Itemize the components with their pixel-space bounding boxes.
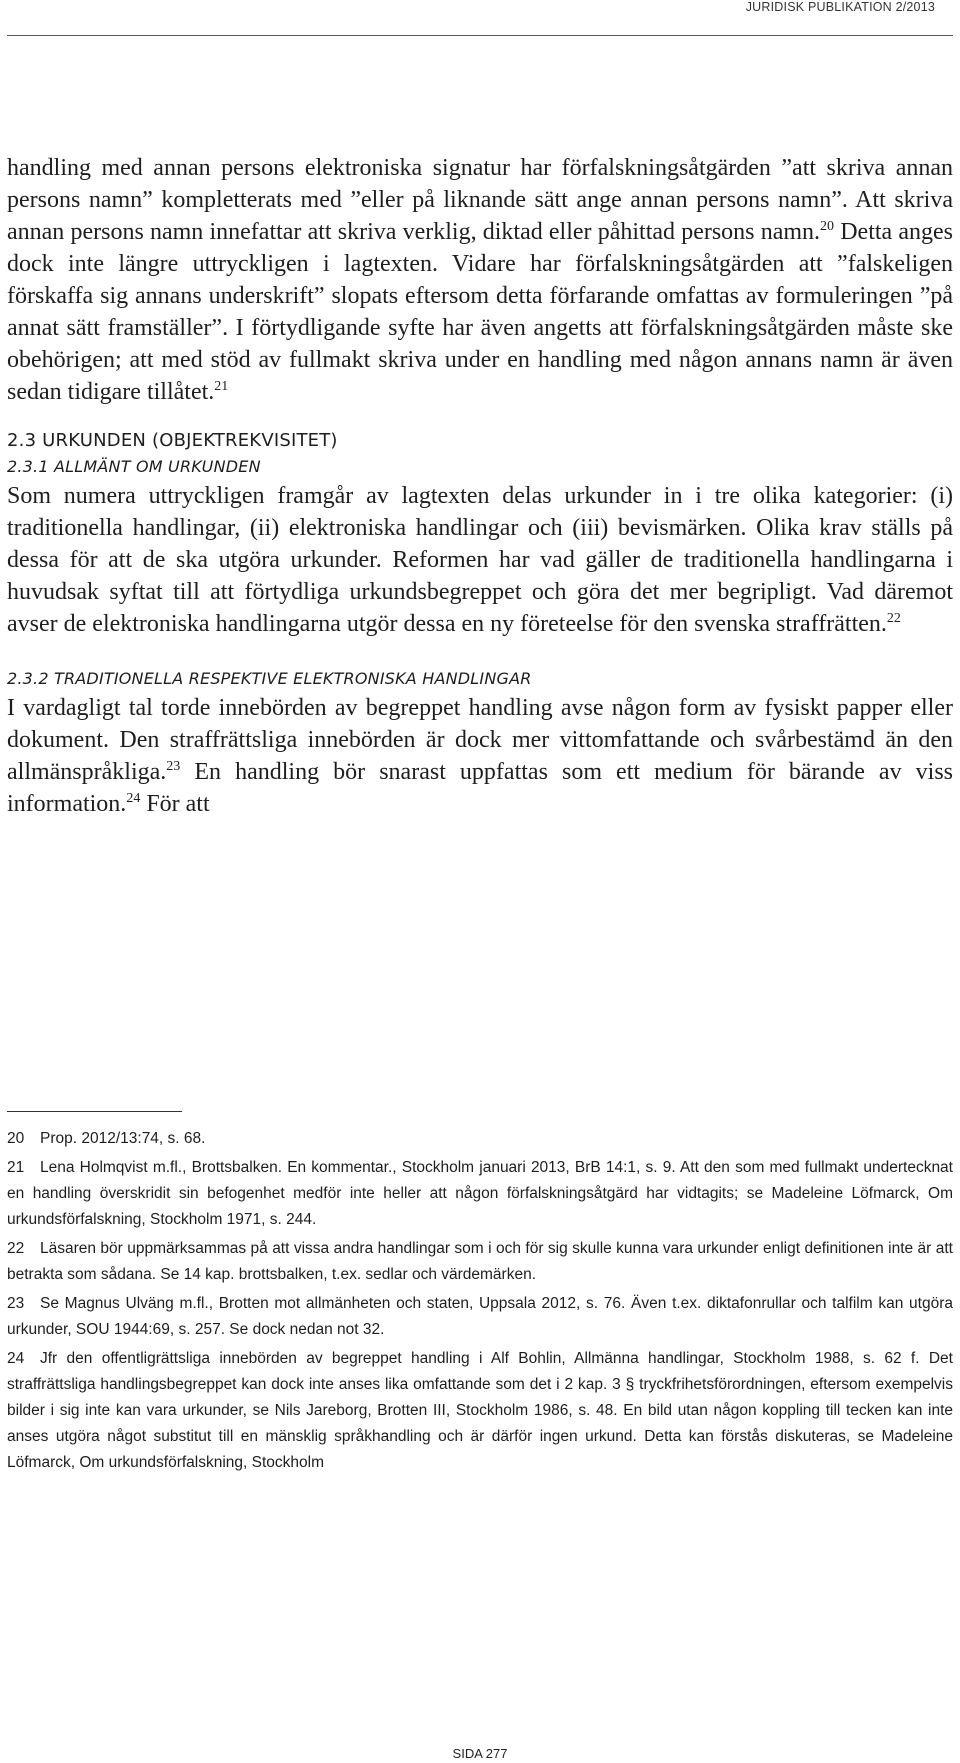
footnote-23 — [7, 1291, 953, 1343]
header-rule — [7, 35, 953, 36]
footnote-20 — [7, 1126, 953, 1152]
footnote-text: Se Magnus Ulväng m.fl., Brotten mot allmänheten och staten, Uppsala 2012, s. 76. Även t.ex. diktafonrullar och talfilm kan utgöra urkunder, SOU 1944:69, s. 257. Se dock nedan not 32. — [7, 1295, 953, 1338]
subsection-heading-1: 2.3.1 ALLMÄNT OM URKUNDEN — [7, 457, 261, 476]
page-number: SIDA 277 — [452, 1746, 508, 1761]
paragraph-text: För att — [140, 791, 210, 817]
footnote-separator — [7, 1111, 182, 1112]
paragraph-text: Som numera uttryckligen framgår av lagtexten delas urkunder in i tre olika kategorier: (i) traditionella handlingar, (ii) elektroniska handlingar och (iii) bevismärken. Olika krav ställs på dessa för att de ska utgöra urkunder. Reformen har vad gäller de traditionella handlingarna i huvudsak syftat till att förtydliga urkundsbegreppet och göra det mer begripligt. Vad däremot avser de elektroniska handlingarna utgör dessa en ny företeelse för den svenska straffrätten. — [7, 483, 953, 637]
footnotes — [7, 1126, 953, 1479]
footnote-21 — [7, 1155, 953, 1233]
footnote-ref-22[interactable]: 22 — [886, 611, 901, 626]
footnote-number: 23 — [7, 1295, 25, 1312]
footnote-ref-21[interactable]: 21 — [214, 379, 229, 394]
body-paragraph-2 — [7, 480, 953, 640]
footnote-ref-23[interactable]: 23 — [166, 759, 181, 774]
paragraph-text: En handling bör snarast uppfattas som ett medium för bärande av viss information. — [7, 759, 953, 817]
footnote-text: Lena Holmqvist m.fl., Brottsbalken. En kommentar., Stockholm januari 2013, BrB 14:1, s. 9. Att den som med fullmakt undertecknat en handling överskridit sin befogenhet medför inte heller att någon förfalskningsåtgärd har vidtagits; se Madeleine Löfmarck, Om urkundsförfalskning, Stockholm 1971, s. 244. — [7, 1159, 953, 1228]
running-header: JURIDISK PUBLIKATION 2/2013 — [745, 0, 935, 14]
footnote-22 — [7, 1236, 953, 1288]
subsection-heading-2: 2.3.2 TRADITIONELLA RESPEKTIVE ELEKTRONISKA HANDLINGAR — [7, 669, 532, 688]
footnote-ref-24[interactable]: 24 — [126, 791, 141, 806]
footnote-number: 22 — [7, 1240, 25, 1257]
paragraph-text: handling med annan persons elektroniska signatur har förfalskningsåtgärden ”att skriva annan persons namn” kompletterats med ”eller på liknande sätt ange annan persons namn”. Att skriva annan persons namn innefattar att skriva verklig, diktad eller påhittad persons namn. — [7, 155, 953, 245]
main-text — [7, 152, 953, 820]
paragraph-text: I vardagligt tal torde innebörden av begreppet handling avse någon form av fysiskt papper eller dokument. Den straffrättsliga innebörden är dock mer vittomfattande och svårbestämd än den allmänspråkliga. — [7, 695, 953, 785]
footnote-number: 21 — [7, 1159, 25, 1176]
footnote-text: Jfr den offentligrättsliga innebörden av begreppet handling i Alf Bohlin, Allmänna handlingar, Stockholm 1988, s. 62 f. Det straffrättsliga handlingsbegreppet kan dock inte anses lika omfattande som det i 2 kap. 3 § tryckfrihetsförordningen, eftersom exempelvis bilder i sig inte kan vara urkunder, se Nils Jareborg, Brotten III, Stockholm 1986, s. 48. En bild utan någon koppling till tecken kan inte anses utgöra något substitut till en mänsklig språkhandling och är därför ingen urkund. Detta kan förstås diskuteras, se Madeleine Löfmarck, Om urkundsförfalskning, Stockholm — [7, 1350, 953, 1471]
footnote-ref-20[interactable]: 20 — [820, 219, 835, 234]
paragraph-text: Detta anges dock inte längre uttryckligen i lagtexten. Vidare har förfalskningsåtgärden att ”falskeligen förskaffa sig annans underskrift” slopats eftersom detta förfarande omfattas av formuleringen ”på annat sätt framställer”. I förtydligande syfte har även angetts att förfalskningsåtgärden måste ske obehörigen; att med stöd av fullmakt skriva under en handling med någon annans namn är även sedan tidigare tillåtet. — [7, 219, 953, 405]
body-paragraph-3 — [7, 692, 953, 820]
section-heading: 2.3 URKUNDEN (OBJEKTREKVISITET) — [7, 430, 338, 451]
footnote-24 — [7, 1346, 953, 1476]
footnote-text: Läsaren bör uppmärksammas på att vissa andra handlingar som i och för sig skulle kunna vara urkunder enligt definitionen inte är att betrakta som sådana. Se 14 kap. brottsbalken, t.ex. sedlar och värdemärken. — [7, 1240, 953, 1283]
body-paragraph-1 — [7, 152, 953, 408]
footnote-number: 24 — [7, 1350, 25, 1367]
footnote-number: 20 — [7, 1130, 25, 1147]
footnote-text: Prop. 2012/13:74, s. 68. — [40, 1130, 206, 1147]
